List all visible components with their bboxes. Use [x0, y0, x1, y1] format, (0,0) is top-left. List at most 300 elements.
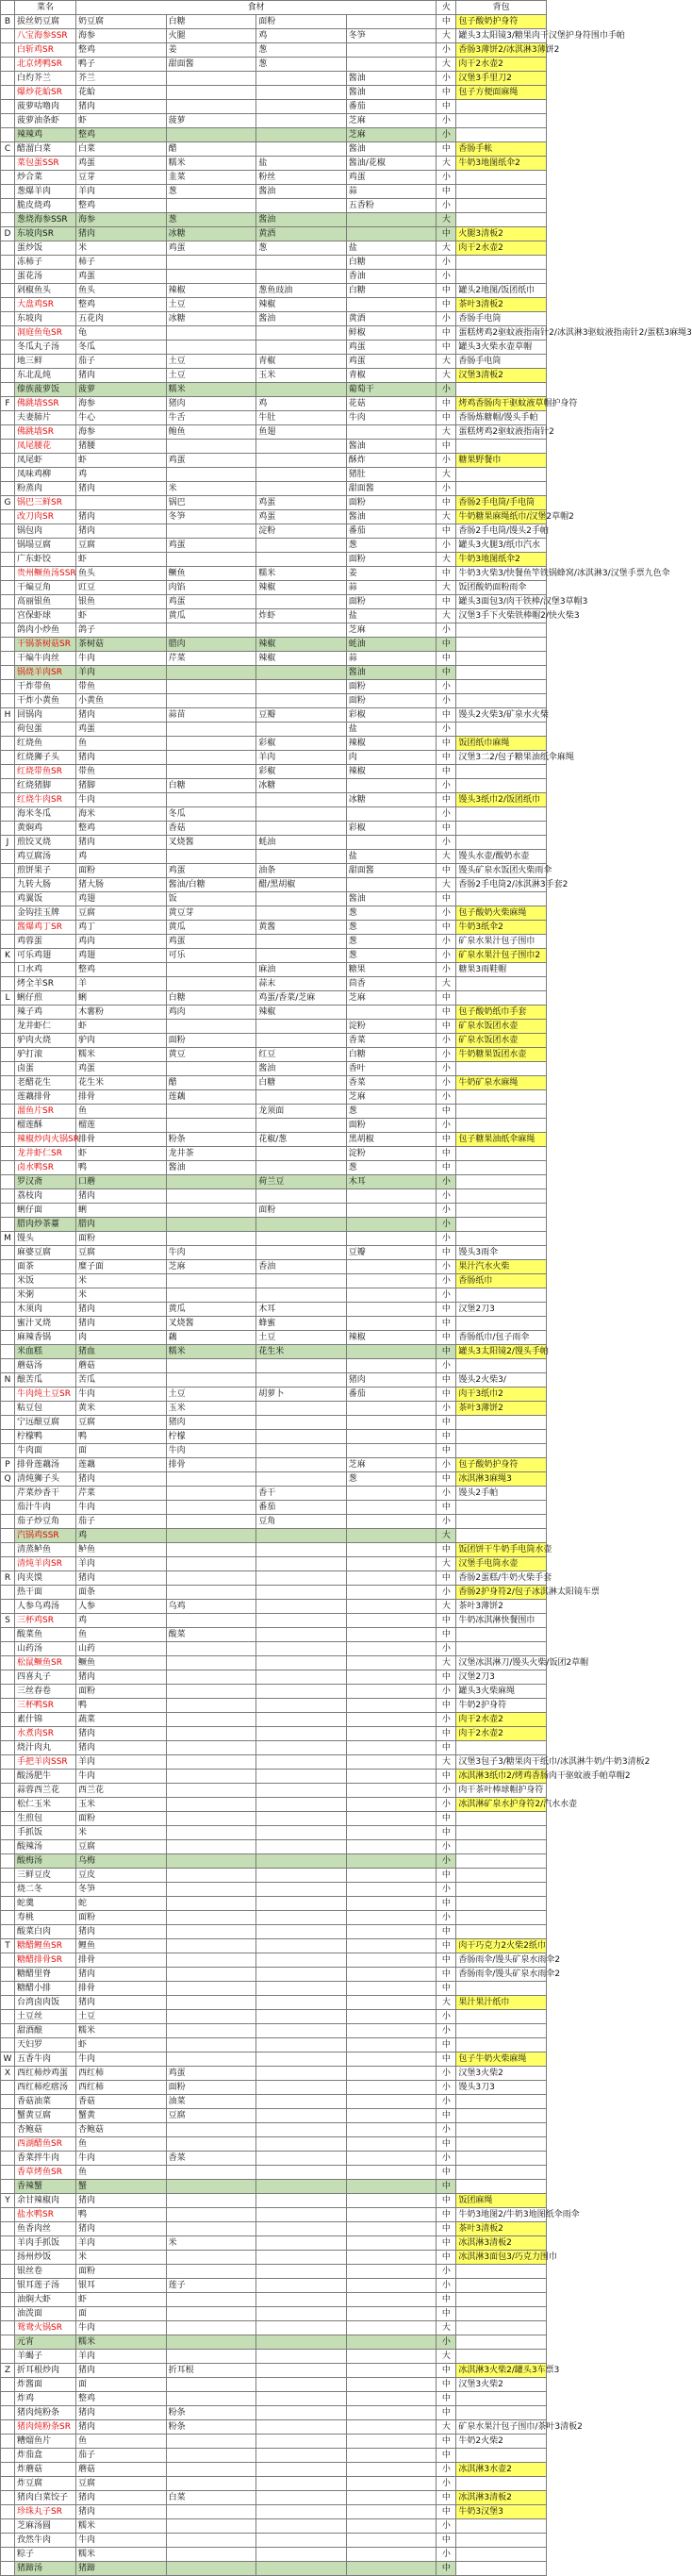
dish-name-cell: 干煸豆角: [15, 581, 76, 595]
dish-name-cell: 肉夹馍: [15, 1571, 76, 1586]
index-letter-cell: [1, 1105, 15, 1119]
table-row: [1, 1685, 547, 1699]
table-row: [1, 935, 547, 949]
table-row: [1, 1642, 547, 1656]
table-row: [1, 1755, 547, 1770]
table-row: [1, 1925, 547, 1939]
index-letter-cell: D: [1, 227, 15, 241]
ingredient-cell: 白糖: [346, 1048, 437, 1062]
ingredient-cell: 猪肉: [346, 1373, 437, 1388]
ingredient-cell: [256, 326, 347, 341]
ingredient-cell: [256, 2180, 347, 2194]
heat-cell: 小: [437, 2279, 456, 2293]
ingredient-cell: 酱油: [346, 510, 437, 524]
dish-name-cell: 锅塌豆腐: [15, 539, 76, 553]
ingredient-cell: [346, 1982, 437, 1996]
ingredient-cell: [346, 2024, 437, 2038]
heat-cell: 中: [437, 1968, 456, 1982]
ingredient-cell: [256, 723, 347, 737]
table-row: [1, 779, 547, 793]
index-letter-cell: [1, 1048, 15, 1062]
ingredient-cell: [346, 1953, 437, 1968]
ingredient-cell: [256, 128, 347, 142]
bag-cell: [456, 2095, 547, 2109]
bag-cell: [456, 2307, 547, 2321]
index-letter-cell: [1, 383, 15, 397]
heat-cell: 中: [437, 496, 456, 510]
ingredient-cell: 腊肉: [166, 638, 256, 652]
ingredient-cell: 鲍鱼: [166, 425, 256, 440]
table-row: [1, 2265, 547, 2279]
ingredient-cell: 玉米: [256, 369, 347, 383]
heat-cell: 中: [437, 1133, 456, 1147]
dish-name-cell: 改刀肉SR: [15, 510, 76, 524]
ingredient-cell: [256, 1727, 347, 1741]
ingredient-cell: 荷兰豆: [256, 1175, 347, 1189]
ingredient-cell: [166, 2435, 256, 2449]
ingredient-cell: [346, 1529, 437, 1543]
bag-cell: 冰淇淋3面包3/巧克力围巾: [456, 2251, 547, 2265]
index-letter-cell: [1, 86, 15, 100]
bag-cell: [456, 383, 547, 397]
ingredient-cell: 奶豆腐: [76, 15, 167, 29]
ingredient-cell: 米: [166, 2236, 256, 2251]
ingredient-cell: [166, 2137, 256, 2152]
ingredient-cell: [346, 1317, 437, 1331]
ingredient-cell: [256, 100, 347, 114]
ingredient-cell: [256, 1090, 347, 1105]
ingredient-cell: [166, 1699, 256, 1713]
ingredient-cell: [166, 2222, 256, 2236]
index-letter-cell: [1, 2477, 15, 2491]
table-row: [1, 1515, 547, 1529]
dish-name-cell: 蒜蓉西兰花: [15, 1784, 76, 1798]
ingredient-cell: [346, 1543, 437, 1557]
dish-name-cell: 驴肉火烧: [15, 1034, 76, 1048]
bag-cell: [456, 2449, 547, 2463]
bag-cell: [456, 1854, 547, 1869]
bag-cell: 香肠手电筒: [456, 355, 547, 369]
table-row: [1, 1557, 547, 1571]
ingredient-cell: 豆腐: [76, 1246, 167, 1260]
bag-cell: 糖果3雨鞋帽: [456, 963, 547, 977]
ingredient-cell: 鸡: [256, 397, 347, 411]
heat-cell: 大: [437, 241, 456, 256]
ingredient-cell: [346, 779, 437, 793]
dish-name-cell: 杏鲍菇: [15, 2123, 76, 2137]
dish-name-cell: 盐水鸭SR: [15, 2208, 76, 2222]
dish-name-cell: 香菇油菜: [15, 2095, 76, 2109]
heat-cell: 小: [437, 2010, 456, 2024]
index-letter-cell: [1, 2166, 15, 2180]
ingredient-cell: [166, 1175, 256, 1189]
index-letter-cell: M: [1, 1232, 15, 1246]
heat-cell: 中: [437, 2364, 456, 2378]
dish-name-cell: 金钩挂玉牌: [15, 906, 76, 921]
table-row: [1, 29, 547, 43]
index-letter-cell: [1, 199, 15, 213]
dish-name-cell: 热干面: [15, 1586, 76, 1600]
ingredient-cell: [256, 1968, 347, 1982]
ingredient-cell: 香菇: [166, 822, 256, 836]
table-row: [1, 2180, 547, 2194]
bag-cell: 冰淇淋矿泉水护身符2/汽水水壶: [456, 1798, 547, 1812]
ingredient-cell: [166, 1501, 256, 1515]
bag-cell: 冰淇淋3火柴2/罐头3车票3: [456, 2364, 547, 2378]
ingredient-cell: [166, 1614, 256, 1628]
ingredient-cell: 彩椒: [346, 822, 437, 836]
dish-name-cell: 粉蒸肉: [15, 482, 76, 496]
ingredient-cell: 鸭: [76, 2208, 167, 2222]
ingredient-cell: [166, 1571, 256, 1586]
dish-name-cell: 柠檬鸭: [15, 1430, 76, 1444]
dish-name-cell: 鱼香肉丝: [15, 2222, 76, 2236]
ingredient-cell: [256, 1189, 347, 1204]
ingredient-cell: 香油: [256, 1260, 347, 1274]
index-letter-cell: [1, 2449, 15, 2463]
heat-cell: 中: [437, 1925, 456, 1939]
index-letter-cell: [1, 100, 15, 114]
table-row: [1, 1656, 547, 1670]
bag-cell: 牛奶3地图2/牛奶3地图纸伞雨伞: [456, 2208, 547, 2222]
ingredient-cell: 糯米: [166, 157, 256, 171]
table-row: [1, 1953, 547, 1968]
ingredient-cell: [346, 2081, 437, 2095]
ingredient-cell: 蜂蜜: [256, 1317, 347, 1331]
ingredient-cell: [256, 1939, 347, 1953]
ingredient-cell: [166, 1925, 256, 1939]
ingredient-cell: 芝麻: [346, 991, 437, 1005]
index-letter-cell: [1, 1982, 15, 1996]
ingredient-cell: [256, 2519, 347, 2534]
bag-cell: [456, 822, 547, 836]
dish-name-cell: 辣子鸡: [15, 1005, 76, 1020]
index-letter-cell: [1, 765, 15, 779]
index-letter-cell: [1, 2335, 15, 2350]
table-row: [1, 892, 547, 906]
ingredient-cell: 肉: [346, 751, 437, 765]
ingredient-cell: 面粉: [346, 1119, 437, 1133]
ingredient-cell: [166, 1656, 256, 1670]
table-row: [1, 1105, 547, 1119]
table-row: [1, 1204, 547, 1218]
table-row: [1, 397, 547, 411]
heat-cell: 中: [437, 864, 456, 878]
ingredient-cell: [256, 1020, 347, 1034]
ingredient-cell: [256, 1996, 347, 2010]
ingredient-cell: 葱: [346, 539, 437, 553]
ingredient-cell: [166, 2392, 256, 2406]
ingredient-cell: [346, 15, 437, 29]
ingredient-cell: [346, 1713, 437, 1727]
heat-cell: 中: [437, 1147, 456, 1161]
ingredient-cell: 蚝油: [346, 638, 437, 652]
heat-cell: 中: [437, 142, 456, 157]
bag-cell: [456, 2109, 547, 2123]
bag-cell: 茶叶3薄饼2: [456, 1600, 547, 1614]
bag-cell: 汉堡3火柴2: [456, 2067, 547, 2081]
ingredient-cell: [346, 2562, 437, 2576]
bag-cell: 果汁果汁纸巾: [456, 1996, 547, 2010]
dish-name-cell: 烤全羊SR: [15, 977, 76, 991]
ingredient-cell: 猪肉: [76, 2194, 167, 2208]
ingredient-cell: 醋/黑胡椒: [256, 878, 347, 892]
ingredient-cell: 葡萄干: [346, 383, 437, 397]
dish-name-cell: 香菜拌牛肉: [15, 2152, 76, 2166]
index-letter-cell: [1, 921, 15, 935]
bag-cell: 香肠纸巾/包子雨伞: [456, 1331, 547, 1345]
ingredient-cell: [346, 2293, 437, 2307]
ingredient-cell: 带鱼: [76, 765, 167, 779]
bag-cell: [456, 128, 547, 142]
ingredient-cell: 玉米: [166, 1402, 256, 1416]
dish-name-cell: 蟹黄豆腐: [15, 2109, 76, 2123]
dish-name-cell: 粘豆包: [15, 1402, 76, 1416]
ingredient-cell: 猪肚: [346, 468, 437, 482]
heat-cell: 中: [437, 1727, 456, 1741]
heat-cell: 大: [437, 2350, 456, 2364]
bag-cell: 烤鸡香肠肉干驱蚊液草帽护身符: [456, 397, 547, 411]
index-letter-cell: P: [1, 1458, 15, 1472]
ingredient-cell: 鸡蛋: [166, 935, 256, 949]
ingredient-cell: [346, 878, 437, 892]
ingredient-cell: [166, 72, 256, 86]
index-letter-cell: [1, 2505, 15, 2519]
dish-name-cell: 贵州鳜鱼汤SSR: [15, 567, 76, 581]
bag-cell: 汉堡手电筒水壶: [456, 1557, 547, 1571]
heat-cell: 小: [437, 2067, 456, 2081]
dish-name-cell: 驴打滚: [15, 1048, 76, 1062]
index-letter-cell: G: [1, 496, 15, 510]
index-letter-cell: [1, 1543, 15, 1557]
ingredient-cell: 葱: [166, 185, 256, 199]
dish-name-cell: 东坡肉: [15, 312, 76, 326]
ingredient-cell: [256, 2067, 347, 2081]
ingredient-cell: 海参: [76, 425, 167, 440]
ingredient-cell: [256, 2335, 347, 2350]
bag-cell: [456, 2562, 547, 2576]
ingredient-cell: [256, 2095, 347, 2109]
ingredient-cell: 豆腐: [76, 1416, 167, 1430]
dish-name-cell: 冬瓜丸子汤: [15, 341, 76, 355]
heat-cell: 小: [437, 1034, 456, 1048]
heat-cell: 中: [437, 737, 456, 751]
index-letter-cell: [1, 2321, 15, 2335]
dish-name-cell: 折耳根炒肉: [15, 2364, 76, 2378]
index-letter-cell: [1, 128, 15, 142]
bag-cell: 馒头2手帕: [456, 1487, 547, 1501]
dish-name-cell: 银耳莲子汤: [15, 2279, 76, 2293]
table-row: [1, 1939, 547, 1953]
bag-cell: 蛋糕烤鸡2驱蚊液指南针2/冰淇淋3驱蚊液指南针2/蛋糕3麻绳3: [456, 326, 547, 341]
bag-cell: 冰淇淋3麻绳3: [456, 1472, 547, 1487]
ingredient-cell: [166, 2208, 256, 2222]
ingredient-cell: [256, 1119, 347, 1133]
heat-cell: 小: [437, 1458, 456, 1472]
ingredient-cell: [256, 1925, 347, 1939]
dish-name-cell: 干炸小黄鱼: [15, 694, 76, 708]
index-letter-cell: [1, 1303, 15, 1317]
index-letter-cell: [1, 935, 15, 949]
index-letter-cell: [1, 1260, 15, 1274]
ingredient-cell: [256, 1543, 347, 1557]
dish-name-cell: 红烧鱼: [15, 737, 76, 751]
heat-cell: 中: [437, 1317, 456, 1331]
heat-cell: 中: [437, 1105, 456, 1119]
heat-cell: 小: [437, 482, 456, 496]
index-letter-cell: [1, 1345, 15, 1359]
ingredient-cell: [256, 1670, 347, 1685]
index-letter-cell: [1, 482, 15, 496]
ingredient-cell: 豆腐: [76, 2477, 167, 2491]
ingredient-cell: [256, 1288, 347, 1303]
index-letter-cell: [1, 850, 15, 864]
index-letter-cell: [1, 185, 15, 199]
ingredient-cell: [166, 100, 256, 114]
ingredient-cell: 西兰花: [76, 1784, 167, 1798]
index-letter-cell: [1, 609, 15, 623]
index-letter-cell: [1, 341, 15, 355]
ingredient-cell: [256, 1755, 347, 1770]
ingredient-cell: [346, 298, 437, 312]
index-letter-cell: [1, 652, 15, 666]
table-row: [1, 1359, 547, 1373]
index-letter-cell: [1, 1826, 15, 1840]
ingredient-cell: 排骨: [76, 1982, 167, 1996]
ingredient-cell: [256, 666, 347, 680]
index-letter-cell: [1, 312, 15, 326]
dish-name-cell: 糟熘鱼片: [15, 2435, 76, 2449]
heat-cell: 中: [437, 1826, 456, 1840]
table-row: [1, 1529, 547, 1543]
table-row: [1, 2321, 547, 2335]
ingredient-cell: 冰糖: [166, 227, 256, 241]
heat-cell: 中: [437, 2307, 456, 2321]
ingredient-cell: [256, 1416, 347, 1430]
dish-name-cell: 蜊仔煎: [15, 991, 76, 1005]
ingredient-cell: 土豆: [166, 355, 256, 369]
ingredient-cell: 鸡: [76, 1614, 167, 1628]
ingredient-cell: [346, 2477, 437, 2491]
ingredient-cell: [166, 2166, 256, 2180]
ingredient-cell: [346, 213, 437, 227]
table-row: [1, 1317, 547, 1331]
dish-name-cell: 麻婆豆腐: [15, 1246, 76, 1260]
index-letter-cell: [1, 440, 15, 454]
ingredient-cell: [346, 1260, 437, 1274]
bag-cell: 牛奶3汉堡3: [456, 2505, 547, 2519]
index-letter-cell: [1, 1953, 15, 1968]
index-letter-cell: [1, 1642, 15, 1656]
table-row: [1, 2491, 547, 2505]
table-row: [1, 708, 547, 723]
bag-cell: 罐头2地图/饭团纸巾: [456, 284, 547, 298]
ingredient-cell: [256, 1840, 347, 1854]
table-row: [1, 949, 547, 963]
ingredient-cell: [346, 1755, 437, 1770]
ingredient-cell: 粉条: [166, 2420, 256, 2435]
index-letter-cell: [1, 1784, 15, 1798]
ingredient-cell: [166, 1204, 256, 1218]
dish-name-cell: 三杯鸭SR: [15, 1699, 76, 1713]
ingredient-cell: [256, 2137, 347, 2152]
dish-name-cell: 干炸带鱼: [15, 680, 76, 694]
ingredient-cell: [166, 1798, 256, 1812]
index-letter-cell: [1, 1416, 15, 1430]
heat-cell: 大: [437, 977, 456, 991]
ingredient-cell: 火腿: [166, 29, 256, 43]
index-letter-cell: [1, 1883, 15, 1897]
heat-cell: 小: [437, 270, 456, 284]
ingredient-cell: 糖果: [346, 963, 437, 977]
index-letter-cell: [1, 1529, 15, 1543]
dish-name-cell: 鸡翼饭: [15, 892, 76, 906]
table-row: [1, 1133, 547, 1147]
dish-name-cell: 油焖大虾: [15, 2293, 76, 2307]
bag-cell: [456, 482, 547, 496]
ingredient-cell: 醋: [166, 142, 256, 157]
ingredient-cell: 鸡蛋: [166, 539, 256, 553]
ingredient-cell: [346, 1699, 437, 1713]
bag-cell: [456, 1897, 547, 1911]
ingredient-cell: 冰糖: [256, 779, 347, 793]
heat-cell: 大: [437, 1529, 456, 1543]
ingredient-cell: 牛肉: [76, 2534, 167, 2548]
index-letter-cell: [1, 1586, 15, 1600]
ingredient-cell: [166, 977, 256, 991]
ingredient-cell: 鸡蛋: [166, 454, 256, 468]
heat-cell: 中: [437, 1020, 456, 1034]
index-letter-cell: [1, 241, 15, 256]
ingredient-cell: 锅巴: [166, 496, 256, 510]
ingredient-cell: [166, 1770, 256, 1784]
index-letter-cell: [1, 553, 15, 567]
heat-cell: 大: [437, 878, 456, 892]
bag-cell: [456, 2293, 547, 2307]
ingredient-cell: [166, 2449, 256, 2463]
index-letter-cell: [1, 2109, 15, 2123]
ingredient-cell: [166, 1996, 256, 2010]
table-row: [1, 241, 547, 256]
bag-cell: 果汁汽水火柴: [456, 1260, 547, 1274]
ingredient-cell: [346, 2505, 437, 2519]
bag-cell: [456, 1628, 547, 1642]
bag-cell: [456, 1911, 547, 1925]
ingredient-cell: 五香粉: [346, 199, 437, 213]
dish-name-cell: 猪蹄汤: [15, 2562, 76, 2576]
heat-cell: 中: [437, 1699, 456, 1713]
heat-cell: 小: [437, 1713, 456, 1727]
index-letter-cell: S: [1, 1614, 15, 1628]
ingredient-cell: [346, 43, 437, 58]
ingredient-cell: 龙须面: [256, 1105, 347, 1119]
ingredient-cell: [256, 1218, 347, 1232]
heat-cell: 中: [437, 341, 456, 355]
table-row: [1, 524, 547, 539]
ingredient-cell: [256, 1246, 347, 1260]
ingredient-cell: 面条: [76, 1586, 167, 1600]
dish-name-cell: 爆炒花蛤SR: [15, 86, 76, 100]
ingredient-cell: [256, 440, 347, 454]
heat-cell: 中: [437, 652, 456, 666]
index-letter-cell: [1, 567, 15, 581]
dish-name-cell: 辣椒炒肉火锅SR: [15, 1133, 76, 1147]
ingredient-cell: 面粉: [76, 2265, 167, 2279]
ingredient-cell: [346, 1727, 437, 1741]
index-letter-cell: [1, 284, 15, 298]
bag-cell: 馒头矿泉水饭团火柴雨伞: [456, 864, 547, 878]
ingredient-cell: 米: [76, 241, 167, 256]
